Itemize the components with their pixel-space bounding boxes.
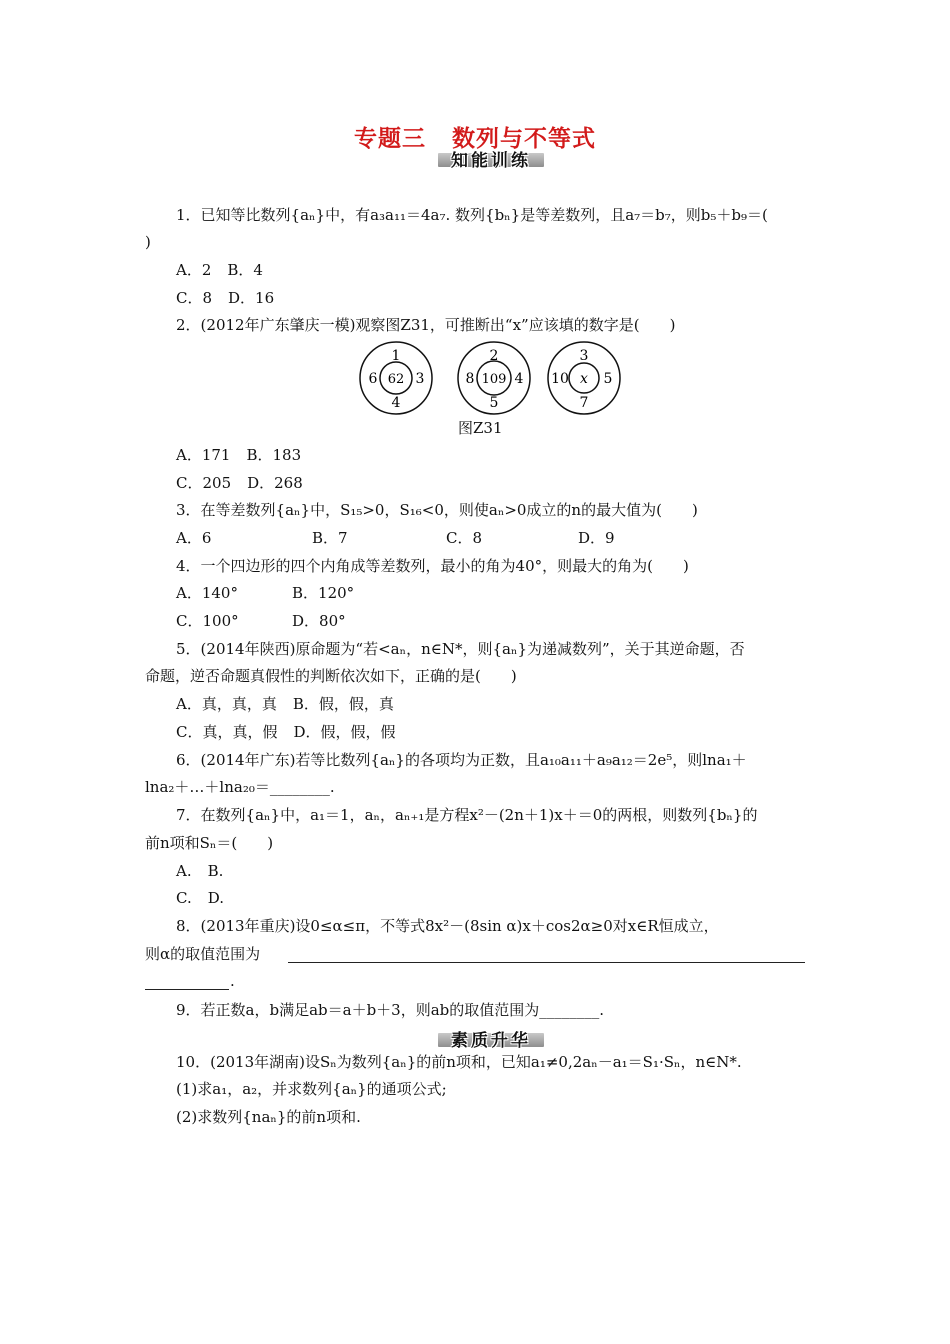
num-left: 6 [368,371,378,387]
option-a: A．2 [176,261,212,279]
option-d: D．16 [228,289,275,307]
answer-blank [145,989,229,990]
option-b: B．4 [227,261,263,279]
question-4: 4．一个四边形的四个内角成等差数列，最小的角为40°，则最大的角为( ) [176,557,689,575]
num-top: 3 [579,348,589,364]
question-7-cont: 前n项和Sₙ＝( ) [145,834,274,852]
option-d: D．9 [578,529,615,547]
section-banner-1 [438,146,544,170]
num-center: 109 [481,372,507,387]
question-8-cont: 则α的取值范围为 [145,945,261,963]
options-row [176,528,694,548]
option-d: D. [207,889,224,907]
options-row [176,583,408,603]
option-a: A. [176,862,192,880]
num-bottom: 4 [391,395,401,411]
circle-group-2 [458,342,530,414]
num-right: 4 [514,371,524,387]
option-b: B. [207,862,224,880]
options-row [176,288,290,308]
option-c: C．8 [176,289,213,307]
option-c: C．真，真，假 [176,723,278,741]
option-b: B．120° [292,584,355,602]
section-label: 知能训练 [451,151,531,171]
question-10-part1: (1)求a₁，a₂，并求数列{aₙ}的通项公式; [176,1080,447,1098]
figure-z31 [358,340,638,416]
num-bottom: 7 [579,395,589,411]
num-top: 1 [391,348,401,364]
num-top: 2 [489,348,499,364]
options-row [176,722,412,742]
option-d: D．假，假，假 [293,723,396,741]
question-9: 9．若正数a，b满足ab＝a＋b＋3，则ab的取值范围为________. [176,1001,605,1019]
section-banner-2 [438,1026,544,1050]
question-8-end: . [230,972,235,990]
question-6-cont: lna₂＋…＋lna₂₀＝________. [145,778,335,796]
option-b: B．183 [246,446,302,464]
option-c: C. [176,889,192,907]
circle-group-1 [360,342,432,414]
question-10: 10．(2013年湖南)设Sₙ为数列{aₙ}的前n项和，已知a₁≠0,2aₙ－a₁＝S₁·Sₙ，n∈N*. [176,1053,742,1071]
section-label: 素质升华 [451,1031,531,1051]
question-6: 6．(2014年广东)若等比数列{aₙ}的各项均为正数，且a₁₀a₁₁＋a₉a₁₂＝2e⁵，则lna₁＋ [176,751,747,769]
question-1-cont: ) [145,233,151,251]
option-a: A．6 [176,529,212,547]
options-row [176,888,240,908]
answer-blank [288,962,805,963]
figure-caption: 图Z31 [458,419,503,437]
option-a: A．171 [176,446,231,464]
option-a: A．真，真，真 [176,695,277,713]
question-1: 1．已知等比数列{aₙ}中，有a₃a₁₁＝4a₇. 数列{bₙ}是等差数列，且a₇＝b₇，则b₅＋b₉＝( [176,206,768,224]
num-left: 8 [465,371,475,387]
num-center: 62 [387,372,405,387]
option-c: C．100° [176,612,239,630]
option-c: C．8 [446,529,483,547]
option-b: B．假，假，真 [292,695,394,713]
options-row [176,260,279,280]
num-right: 5 [603,371,613,387]
options-row [176,861,239,881]
options-row [176,445,317,465]
num-left: 10 [551,371,569,387]
question-2: 2．(2012年广东肇庆一模)观察图Z31，可推断出“x”应该填的数字是( ) [176,316,676,334]
question-10-part2: (2)求数列{naₙ}的前n项和. [176,1108,361,1126]
title-left: 专题三 [354,126,426,152]
num-right: 3 [415,371,425,387]
options-row [176,611,408,631]
circle-group-3 [548,342,620,414]
option-b: B．7 [312,529,348,547]
options-row [176,694,410,714]
title-right: 数列与不等式 [452,126,596,152]
question-5-cont: 命题，逆否命题真假性的判断依次如下，正确的是( ) [145,667,517,685]
options-row [176,473,319,493]
question-8: 8．(2013年重庆)设0≤α≤π，不等式8x²－(8sin α)x＋cos2α≥0对x∈R恒成立， [176,917,719,935]
num-bottom: 5 [489,395,499,411]
question-7: 7．在数列{aₙ}中，a₁＝1，aₙ，aₙ₊₁是方程x²－(2n＋1)x＋＝0的两根，则数列{bₙ}的 [176,806,758,824]
option-a: A．140° [176,584,238,602]
option-c: C．205 [176,474,232,492]
question-5: 5．(2014年陕西)原命题为“若<aₙ，n∈N*，则{aₙ}为递减数列”，关于其逆命题，否 [176,640,745,658]
option-d: D．80° [292,612,346,630]
option-d: D．268 [247,474,303,492]
num-center: x [580,371,588,387]
question-3: 3．在等差数列{aₙ}中，S₁₅>0，S₁₆<0，则使aₙ>0成立的n的最大值为( ) [176,501,698,519]
